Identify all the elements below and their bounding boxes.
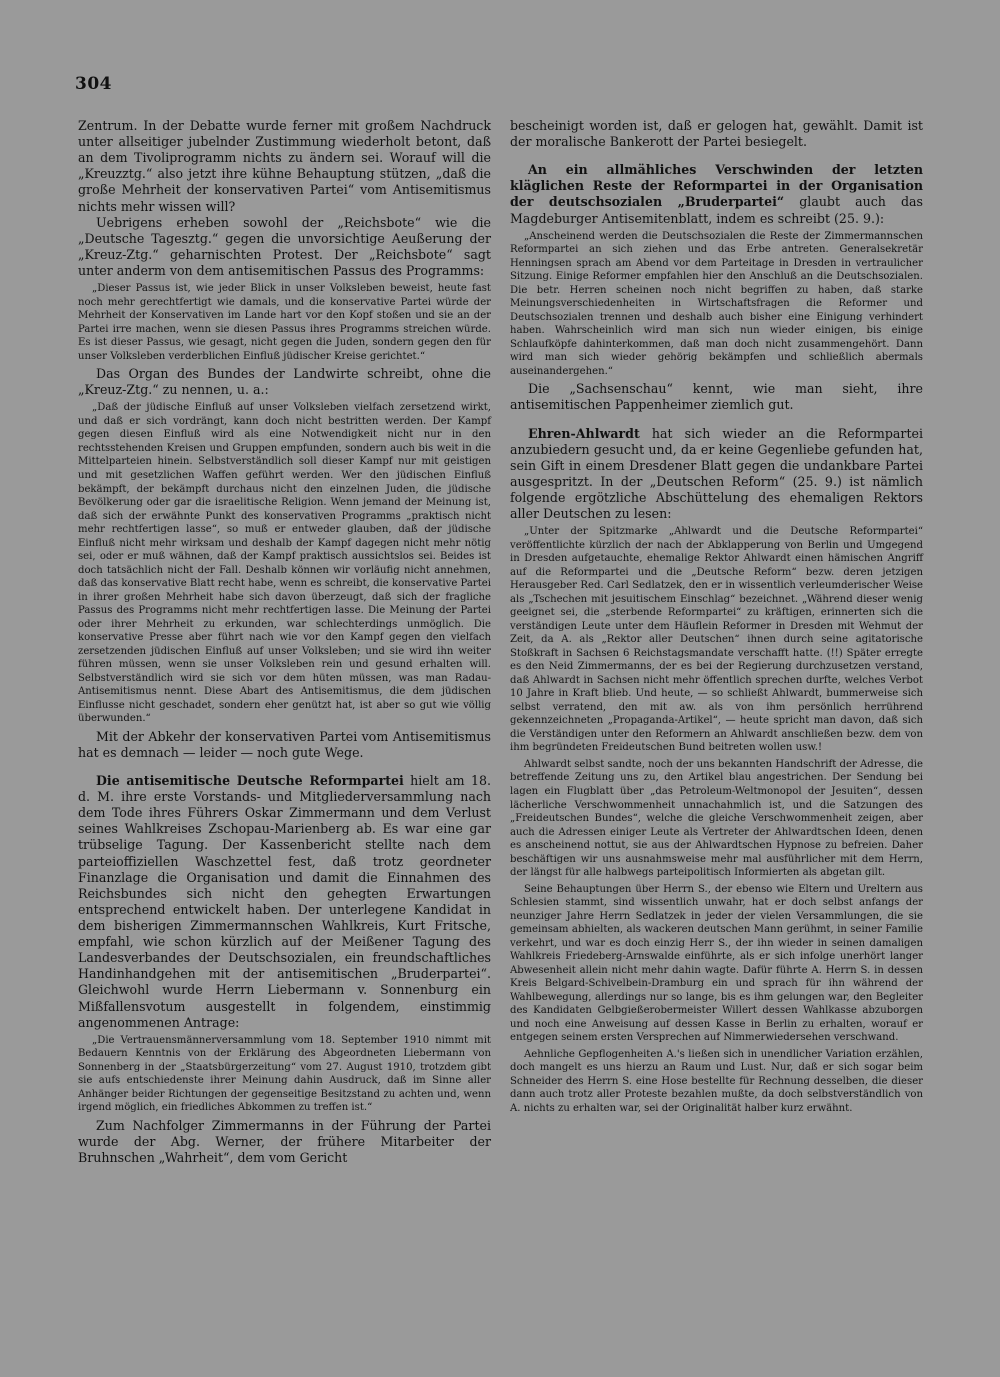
page-number: 304	[75, 74, 112, 94]
left-paragraph-6: Zum Nachfolger Zimmermanns in der Führung der Partei wurde der Abg. Werner, der frühere Mitarbeiter der Bruhnschen „Wahrheit“, dem vom Gericht	[78, 1117, 491, 1166]
right-quote-magdeburg: „Anscheinend werden die Deutschsozialen die Reste der Zimmermannschen Reformpartei an sich ziehen und das Erbe antreten. Generalsekretär Henningsen sprach am Abend vor dem Parteitage in Dresden in vertraulicher Sitzung. Einige Reformer empfahlen hier den Anschluß an die Deutschsozialen. Die betr. Herren scheinen noch nicht begriffen zu haben, daß starke Meinungsverschiedenheiten in Wirtschaftsfragen die Reformer und Deutschsozialen trennen und deshalb auch bisher eine Einigung verhindert haben. Wahrscheinlich wird man sich nun wieder einigen, bis einige Schlaufköpfe dahinterkommen, daß man doch nicht zusammengehört. Dann wird man sich wieder gehörig bekämpfen und schließlich abermals auseinandergehen.“	[510, 230, 923, 377]
left-quote-antrag: „Die Vertrauensmännerversammlung vom 18. September 1910 nimmt mit Bedauern Kenntnis von der Erklärung des Abgeordneten Liebermann von Sonnenberg in der „Staatsbürgerzeitung“ vom 27. August 1910, trotzdem gibt sie aufs entschiedenste ihrer Meinung dahin Ausdruck, daß im Sinne aller Anhänger beider Richtungen der gegenseitige Besitzstand zu achten und, wenn irgend möglich, ein friedliches Abkommen zu treffen ist.“	[78, 1034, 491, 1114]
right-quote-deutsche-reform-4: Aehnliche Gepflogenheiten A.'s ließen sich in unendlicher Variation erzählen, doch mangelt es uns hierzu an Raum und Lust. Nur, daß er sich sogar beim Schneider des Herrn S. eine Hose bestellte für Rechnung desselben, die dieser dann auch trotz aller Proteste bezahlen mußte, da doch selbstverständlich von A. nichts zu erhalten war, sei der Originalität halber kurz erwähnt.	[510, 1048, 923, 1114]
right-paragraph-2	[510, 162, 923, 226]
left-paragraph-1: Zentrum. In der Debatte wurde ferner mit großem Nachdruck unter allseitiger jubelnder Zustimmung wiederholt betont, daß an dem Tivoliprogramm nichts zu ändern sei. Worauf will die „Kreuzztg.“ also jetzt ihre kühne Behauptung stützen, „daß die große Mehrheit der konservativen Partei“ vom Antisemitismus nichts mehr wissen will?	[78, 118, 491, 214]
left-paragraph-5	[78, 773, 491, 1031]
right-paragraph-4-lead: Ehren-Ahlwardt	[528, 425, 640, 441]
right-paragraph-2-text: glaubt auch das Magdeburger Antisemitenblatt, indem es schreibt (25. 9.):	[510, 194, 923, 226]
right-paragraph-4-text: hat sich wieder an die Reformpartei anzubiedern gesucht und, da er keine Gegenliebe gefunden hat, sein Gift in einem Dresdener Blatt gegen die undankbare Partei ausgespritzt. In der „Deutschen Reform“ (25. 9.) ist nämlich folgende ergötzliche Abschüttelung des ehemaligen Rektors aller Deutschen zu lesen:	[510, 425, 923, 522]
right-quote-deutsche-reform-3: Seine Behauptungen über Herrn S., der ebenso wie Eltern und Ureltern aus Schlesien stammt, sind wissentlich unwahr, hat er doch selbst anfangs der neunziger Jahre Herrn Sedlatzek in jeder der vielen Versammlungen, die sie gemeinsam abhielten, als wackeren deutschen Mann gerühmt, in seiner Familie verkehrt, und war es doch einzig Herr S., der ihn wieder in seinen damaligen Wahlkreis Friedeberg-Arnswalde einführte, als er sich infolge unerhört langer Abwesenheit allein nicht mehr dahin wagte. Dafür führte A. Herrn S. in dessen Kreis Belgard-Schivelbein-Dramburg ein und sprach für ihn während der Wahlbewegung, allerdings nur so lange, bis es ihm gelungen war, den Begleiter des Kandidaten Gelbgießerobermeister Willert dessen Wahlkasse abzuborgen und noch eine Anweisung auf dessen Kasse in Berlin zu erhalten, worauf er entgegen seinem ersten Versprechen auf Nimmerwiedersehen verschwand.	[510, 883, 923, 1044]
left-paragraph-3: Das Organ des Bundes der Landwirte schreibt, ohne die „Kreuz-Ztg.“ zu nennen, u. a.:	[78, 366, 491, 398]
left-paragraph-5-lead: Die antisemitische Deutsche Reformpartei	[96, 773, 404, 788]
left-quote-bund-der-landwirte: „Daß der jüdische Einfluß auf unser Volksleben vielfach zersetzend wirkt, und daß er sich vordrängt, kann doch nicht bestritten werden. Der Kampf gegen diesen Einfluß wird als eine Notwendigkeit nicht nur in den rechtsstehenden Kreisen und Gruppen empfunden, sondern auch bis weit in die Mittelparteien hinein. Selbstverständlich soll dieser Kampf nur mit geistigen und mit gesetzlichen Waffen geführt werden. Wer den jüdischen Einfluß bekämpft, der bekämpft durchaus nicht den einzelnen Juden, die jüdische Bevölkerung oder gar die israelitische Religion. Wenn jemand der Meinung ist, daß sich der erwähnte Punkt des konservativen Programms „praktisch nicht mehr rechtfertigen lasse“, so muß er entweder glauben, daß der jüdische Einfluß nicht mehr wirksam und deshalb der Kampf dagegen nicht mehr nötig sei, oder er muß wähnen, daß der Kampf praktisch aussichtslos sei. Beides ist doch tatsächlich nicht der Fall. Deshalb können wir vorläufig nicht annehmen, daß das konservative Blatt recht habe, wenn es schreibt, die konservative Partei in ihrer großen Mehrheit habe sich davon überzeugt, daß sich der fragliche Passus des Programms nicht mehr rechtfertigen lasse. Die Meinung der Partei oder ihrer Mehrheit zu erkunden, war schlechterdings unmöglich. Die konservative Presse aber führt nach wie vor den Kampf gegen den vielfach zersetzenden jüdischen Einfluß auf unser Volksleben; und sie wird ihn weiter führen müssen, wenn sie unser Volksleben rein und gesund erhalten will. Selbstverständlich wird sie sich vor dem hüten müssen, was man Radau-Antisemitismus nennt. Diese Abart des Antisemitismus, die dem jüdischen Einflusse nicht geschadet, sondern eher genützt hat, ist aber so gut wie völlig überwunden.“	[78, 402, 491, 725]
right-quote-deutsche-reform-2: Ahlwardt selbst sandte, noch der uns bekannten Handschrift der Adresse, die betreffende Zeitung uns zu, den Artikel blau angestrichen. Der Sendung bei lagen ein Flugblatt über „das Petroleum-Weltmonopol der Jesuiten“, dessen lächerliche Verschwommenheit unnachahmlich ist, und die Satzungen des „Freideutschen Bundes“, welche die gleiche Verschwommenheit zeigen, aber auch die Adressen einiger Leute als Vertreter der Ahlwardtschen Ideen, denen es anscheinend nottut, sie aus der Ahlwardtschen Hypnose zu befreien. Daher beschäftigen wir uns ausnahmsweise mehr mal ausführlicher mit dem Herrn, der längst für alle halbwegs parteipolitisch Informierten als abgetan gilt.	[510, 758, 923, 879]
left-paragraph-2: Uebrigens erheben sowohl der „Reichsbote“ wie die „Deutsche Tagesztg.“ gegen die unvorsichtige Aeußerung der „Kreuz-Ztg.“ geharnischten Protest. Der „Reichsbote“ sagt unter anderm von dem antisemitischen Passus des Programms:	[78, 214, 491, 278]
right-quote-deutsche-reform-1: „Unter der Spitzmarke „Ahlwardt und die Deutsche Reformpartei“ veröffentlichte kürzlich der nach der Abklapperung von Berlin und Umgegend in Dresden aufgetauchte, ehemalige Rektor Ahlwardt einen hämischen Angriff auf die Reformpartei und die „Deutsche Reform“ bezw. deren jetzigen Herausgeber Red. Carl Sedlatzek, den er in wissentlich verleumderischer Weise als „Tschechen mit jesuitischem Einschlag“ bezeichnet. „Während dieser wenig geeignet sei, die „sterbende Reformpartei“ zu kräftigen, erinnerten sich die verständigen Leute unter dem Häuflein Reformer in Dresden mit Wehmut der Zeit, da A. als „Rektor aller Deutschen“ ihnen durch seine agitatorische Stoßkraft in Sachsen 6 Reichstagsmandate verschafft hatte. (!!) Später erregte es den Neid Zimmermanns, der es bei der Regierung durchzusetzen verstand, daß Ahlwardt in Sachsen nicht mehr öffentlich sprechen durfte, welches Verbot 10 Jahre in Kraft blieb. Und heute, — so schließt Ahlwardt, bummerweise sich selbst verratend, den mit aw. als von ihm persönlich herrührend gekennzeichneten „Propaganda-Artikel“, — heute spricht man davon, daß sich die Verständigen unter den Reformern an Ahlwardt anschließen bezw. dem von ihm begründeten Freideutschen Bund beitreten wollen usw.!	[510, 526, 923, 754]
right-paragraph-1: bescheinigt worden ist, daß er gelogen hat, gewählt. Damit ist der moralische Bankerott der Partei besiegelt.	[510, 118, 923, 150]
right-paragraph-2-lead: An ein allmähliches Verschwinden der letzten kläglichen Reste der Reformpartei in der Organisation der deutschsozialen „Bruderpartei“	[510, 162, 923, 210]
right-column	[510, 118, 923, 1118]
left-paragraph-5-text: hielt am 18. d. M. ihre erste Vorstands- und Mitgliederversammlung nach dem Tode ihres Führers Oskar Zimmermann und dem Verlust seines Wahlkreises Zschopau-Marienberg ab. Es war eine gar trübselige Tagung. Der Kassenbericht stellte nach dem parteioffiziellen Waschzettel fest, daß trotz geordneter Finanzlage die Organisation und damit die Einnahmen des Reichsbundes sich nicht den gehegten Erwartungen entsprechend entwickelt haben. Der unterlegene Kandidat in dem bisherigen Zimmermannschen Wahlkreis, Kurt Fritsche, empfahl, wie schon kürzlich auf der Meißener Tagung des Landesverbandes der Deutschsozialen, ein freundschaftliches Handinhandgehen mit der antisemitischen „Bruderpartei“. Gleichwohl wurde Herrn Liebermann v. Sonnenburg ein Mißfallensvotum ausgestellt in folgendem, einstimmig angenommenen Antrage:	[78, 773, 491, 1030]
left-quote-reichsbote: „Dieser Passus ist, wie jeder Blick in unser Volksleben beweist, heute fast noch mehr gerechtfertigt wie damals, und die konservative Partei würde der Mehrheit der Konservativen im Lande hart vor den Kopf stoßen und sie an der Partei irre machen, wenn sie diesen Passus ihres Programms streichen würde. Es ist dieser Passus, wie gesagt, nicht gegen die Juden, sondern gegen den für unser Volksleben verderblichen Einfluß jüdischer Kreise gerichtet.“	[78, 283, 491, 362]
right-paragraph-3: Die „Sachsenschau“ kennt, wie man sieht, ihre antisemitischen Pappenheimer ziemlich gut.	[510, 381, 923, 413]
left-paragraph-4: Mit der Abkehr der konservativen Partei vom Antisemitismus hat es demnach — leider — noch gute Wege.	[78, 728, 491, 760]
left-column	[78, 118, 491, 1166]
right-paragraph-4	[510, 426, 923, 523]
